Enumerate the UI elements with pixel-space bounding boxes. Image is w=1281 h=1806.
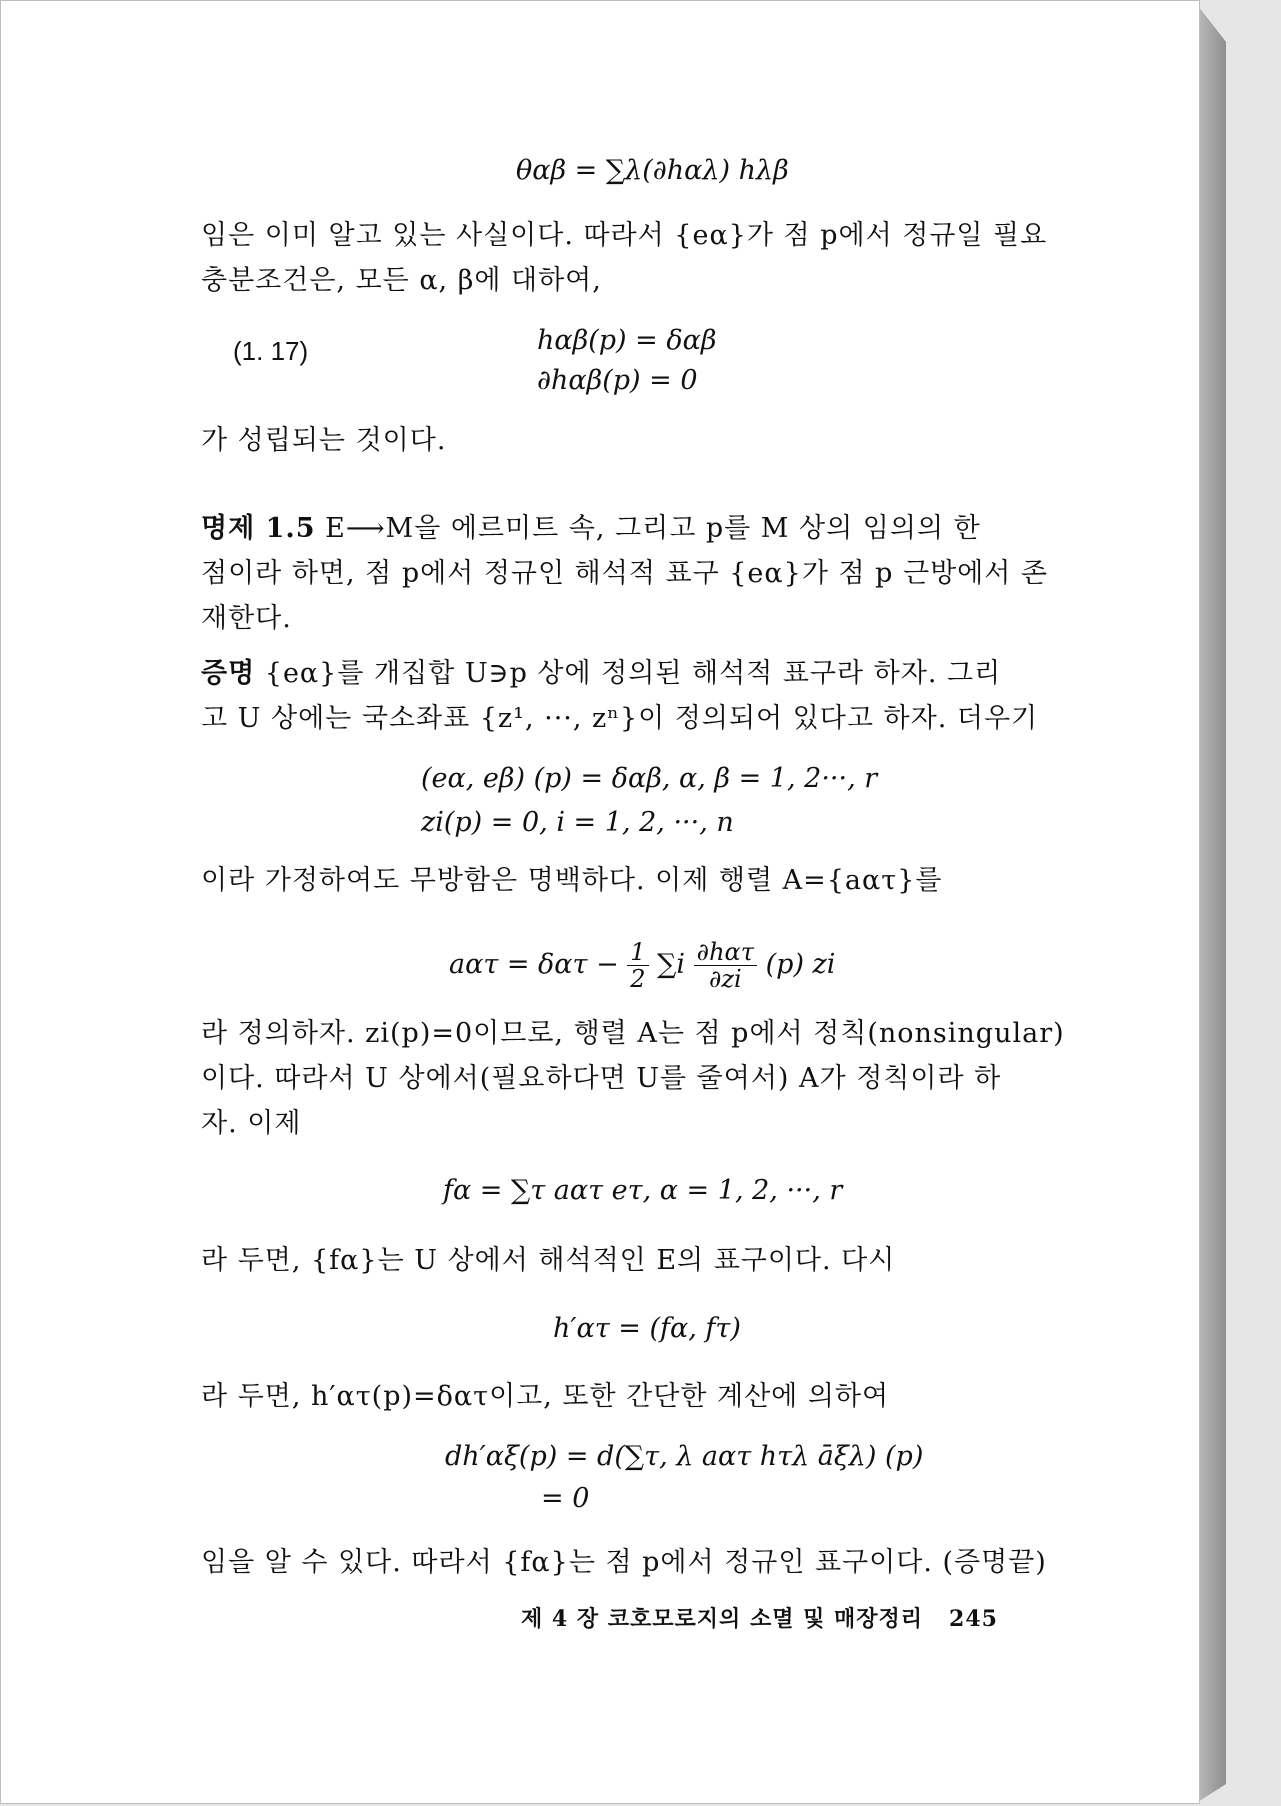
text-line-3: 가 성립되는 것이다.: [201, 425, 447, 456]
proposition-line-3: 재한다.: [201, 603, 292, 634]
equation-matrix-a-sum: ∑i: [657, 949, 686, 980]
text-line-5: 라 정의하자. zi(p)=0이므로, 행렬 A는 점 p에서 정칙(nonsingular): [201, 1018, 1065, 1049]
proof-text-1: {eα}를 개집합 U∋p 상에 정의된 해석적 표구라 하자. 그리: [264, 658, 1002, 689]
equation-dh-b: = 0: [541, 1483, 590, 1514]
text-line-2: 충분조건은, 모든 α, β에 대하여,: [201, 265, 602, 296]
text-line-7: 자. 이제: [201, 1108, 302, 1139]
proposition-line-2: 점이라 하면, 점 p에서 정규인 해석적 표구 {eα}가 점 p 근방에서 존: [201, 558, 1049, 589]
fraction-one-half-num: 1: [627, 939, 648, 966]
fraction-partial-num: ∂hατ: [694, 939, 757, 966]
proposition-line-1: [201, 511, 1061, 547]
proof-line-1: [201, 656, 1061, 692]
equation-frame-b: zi(p) = 0, i = 1, 2, ···, n: [421, 807, 734, 838]
fraction-partial: [694, 939, 757, 992]
page-edge-shadow: [1198, 6, 1226, 1802]
fraction-one-half-den: 2: [630, 965, 646, 993]
equation-f: fα = ∑τ aατ eτ, α = 1, 2, ···, r: [443, 1175, 843, 1206]
proof-label: 증명: [201, 658, 256, 689]
text-line-6: 이다. 따라서 U 상에서(필요하다면 U를 줄여서) A가 정칙이라 하: [201, 1063, 1002, 1094]
proposition-text-1: E⟶M을 에르미트 속, 그리고 p를 M 상의 임의의 한: [325, 513, 981, 544]
fraction-partial-den: ∂zi: [708, 965, 742, 993]
text-line-8: 라 두면, {fα}는 U 상에서 해석적인 E의 표구이다. 다시: [201, 1245, 896, 1276]
equation-h-prime: h′ατ = (fα, fτ): [553, 1313, 741, 1344]
text-line-10: 임을 알 수 있다. 따라서 {fα}는 점 p에서 정규인 표구이다. (증명끝): [201, 1547, 1047, 1578]
running-footer: [521, 1602, 998, 1633]
equation-matrix-a: [449, 939, 835, 992]
equation-theta: θαβ = ∑λ(∂hαλ) hλβ: [516, 155, 789, 186]
footer-chapter: 제 4 장 코호모로지의 소멸 및 매장정리: [521, 1606, 924, 1632]
text-line-9: 라 두면, h′ατ(p)=δατ이고, 또한 간단한 계산에 의하여: [201, 1381, 890, 1412]
equation-1-17-a: hαβ(p) = δαβ: [537, 325, 717, 356]
equation-dh-a: dh′αξ(p) = d(∑τ, λ aατ hτλ āξλ) (p): [445, 1441, 924, 1472]
text-line-4: 이라 가정하여도 무방함은 명백하다. 이제 행렬 A={aατ}를: [201, 865, 943, 896]
page-number: 245: [949, 1606, 998, 1632]
proposition-label: 명제 1.5: [201, 513, 316, 544]
fraction-one-half: [627, 939, 648, 992]
equation-matrix-a-lhs: aατ = δατ −: [449, 949, 619, 980]
text-line-1: 임은 이미 알고 있는 사실이다. 따라서 {eα}가 점 p에서 정규일 필요: [201, 220, 1048, 251]
proof-line-2: 고 U 상에는 국소좌표 {z¹, ···, zⁿ}이 정의되어 있다고 하자. 더우기: [201, 703, 1039, 734]
equation-frame-a: (eα, eβ) (p) = δαβ, α, β = 1, 2···, r: [421, 763, 878, 794]
equation-number-1-17: (1. 17): [233, 336, 309, 366]
equation-matrix-a-rhs: (p) zi: [765, 949, 836, 980]
equation-1-17-b: ∂hαβ(p) = 0: [537, 365, 698, 396]
